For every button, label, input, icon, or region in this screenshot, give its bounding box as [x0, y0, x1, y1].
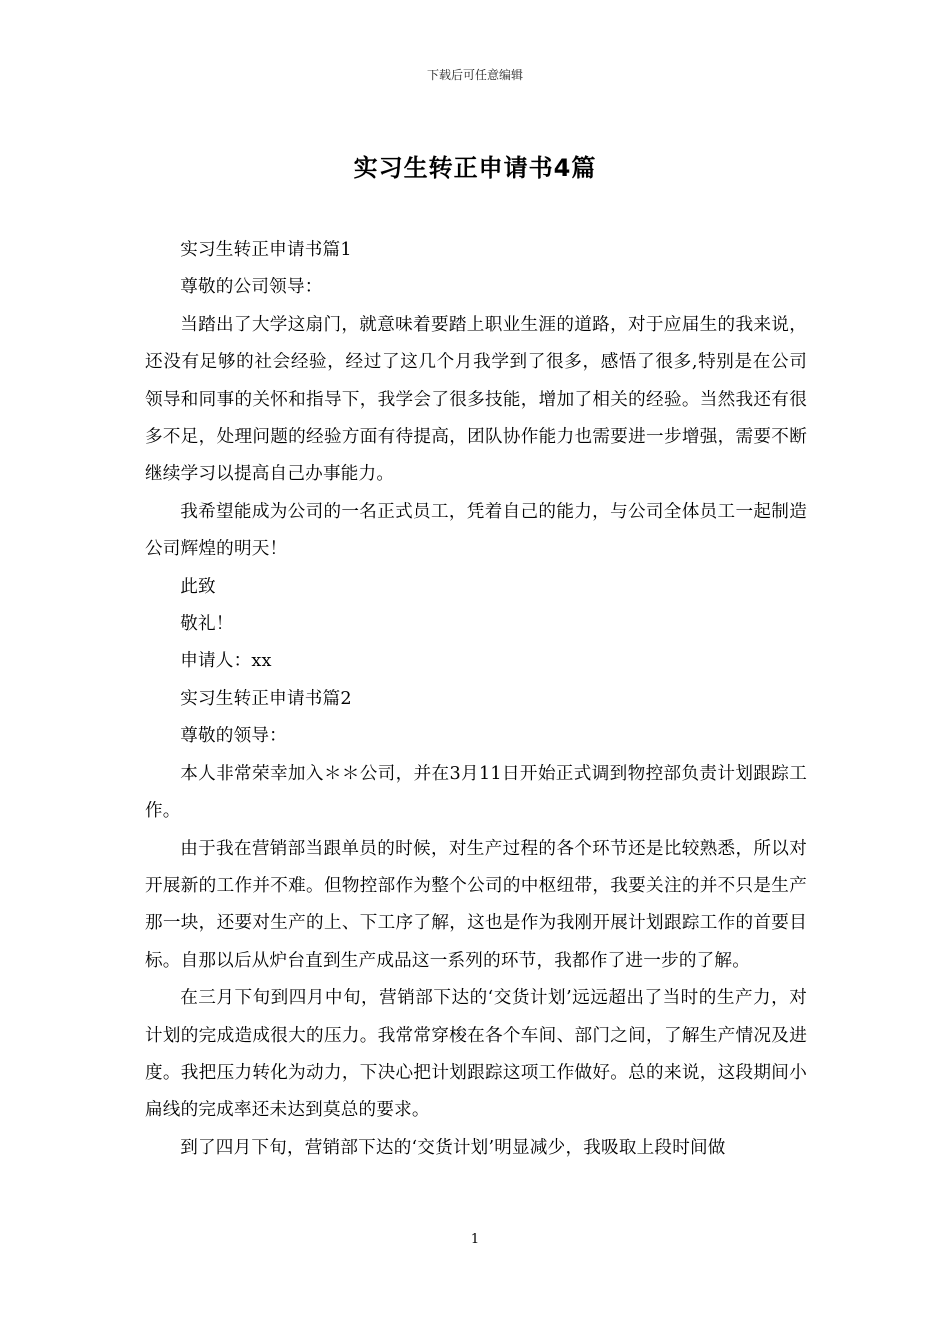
page-number: 1 — [470, 1232, 480, 1247]
section-heading-2: 实习生转正申请书篇2 — [180, 688, 352, 709]
header-note: 下载后可任意编辑 — [426, 68, 523, 82]
document-title: 实习生转正申请书4篇 — [353, 154, 597, 182]
document-body — [145, 232, 807, 1167]
salutation-2: 尊敬的领导： — [180, 726, 287, 747]
salutation-1: 尊敬的公司领导： — [180, 277, 323, 298]
paragraph: 由于我在营销部当跟单员的时候，对生产过程的各个环节还是比较熟悉，所以对开展新的工作并不难。但物控部作为整个公司的中枢纽带，我要关注的并不只是生产那一块，还要对生产的上、下工序了解，这也是作为我刚开展计划跟踪工作的首要目标。自那以后从炉台直到生产成品这一系列的环节，我都作了进一步的了解。 — [145, 838, 807, 971]
section-heading-1: 实习生转正申请书篇1 — [180, 240, 352, 260]
paragraph: 在三月下旬到四月中旬，营销部下达的‘交货计划’远远超出了当时的生产力，对计划的完成造成很大的压力。我常常穿梭在各个车间、部门之间，了解生产情况及进度。我把压力转化为动力，下决心把计划跟踪这项工作做好。总的来说，这段期间小扁线的完成率还未达到莫总的要求。 — [145, 988, 807, 1121]
paragraph: 本人非常荣幸加入＊＊公司，并在3月11日开始正式调到物控部负责计划跟踪工作。 — [145, 763, 807, 822]
applicant-signature: 申请人：xx — [180, 651, 272, 672]
paragraph: 当踏出了大学这扇门，就意味着要踏上职业生涯的道路，对于应届生的我来说，还没有足够的社会经验，经过了这几个月我学到了很多，感悟了很多,特别是在公司领导和同事的关怀和指导下，我学会了很多技能，增加了相关的经验。当然我还有很多不足，处理问题的经验方面有待提高，团队协作能力也需要进一步增强，需要不断继续学习以提高自己办事能力。 — [145, 314, 807, 485]
paragraph: 到了四月下旬，营销部下达的‘交货计划’明显减少，我吸取上段时间做 — [180, 1137, 726, 1158]
closing-regards: 敬礼！ — [180, 614, 234, 635]
paragraph: 我希望能成为公司的一名正式员工，凭着自己的能力，与公司全体员工一起制造公司辉煌的明天！ — [145, 501, 807, 560]
closing-line: 此致 — [180, 576, 216, 597]
